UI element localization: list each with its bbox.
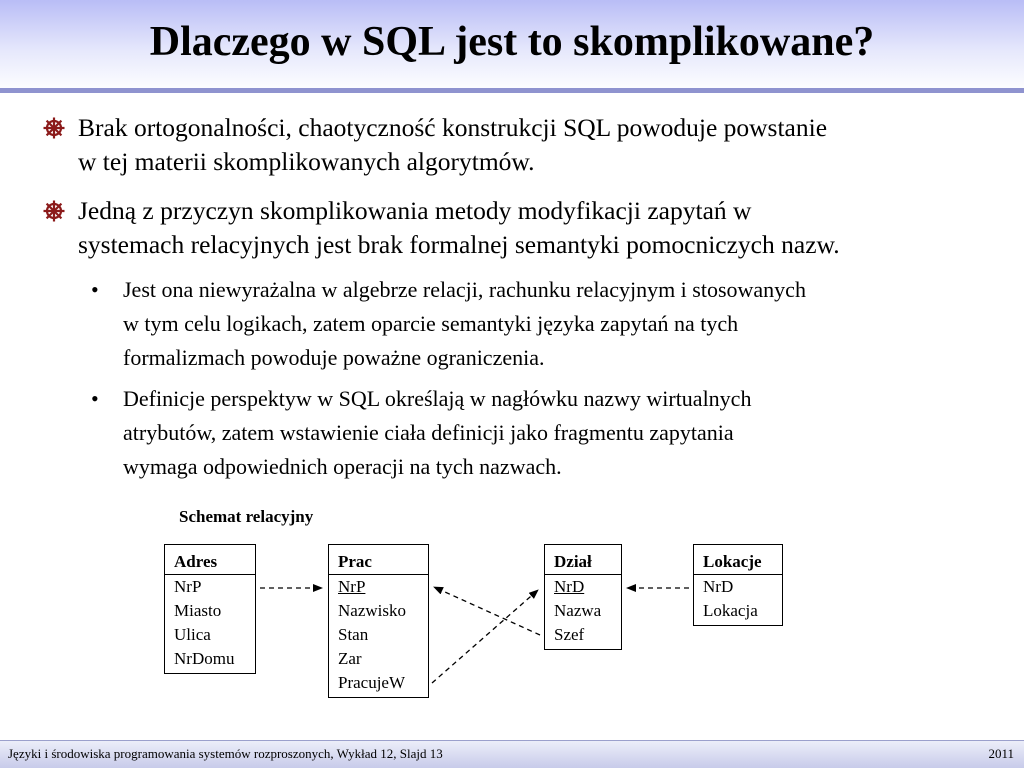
subbullet-line: wymaga odpowiednich operacji na tych nazwach. [123,454,562,479]
table-dzial [544,544,622,650]
schema-title: Schemat relacyjny [179,507,314,526]
arrow-prac-pracujew-to-dzial [432,590,538,683]
bullet-line: systemach relacyjnych jest brak formalnej semantyki pomocniczych nazw. [78,230,840,259]
wheel-bullet-icon [42,116,66,140]
table-attribute: Nazwa [554,601,602,620]
bullet-line: Jedną z przyczyn skomplikowania metody modyfikacji zapytań w [78,196,752,225]
table-attribute: NrP [174,577,202,596]
subbullet-item-1 [91,273,1018,375]
table-lokacje [693,544,783,626]
table-attribute: Szef [554,625,585,644]
footer-caption: Języki i środowiska programowania systemów rozproszonych, Wykład 12, Slajd 13 [8,746,443,761]
table-attribute-key: NrP [338,577,366,596]
bullet-line: Brak ortogonalności, chaotyczność konstrukcji SQL powoduje powstanie [78,113,828,142]
table-attributes [694,574,782,623]
subbullet-line: Jest ona niewyrażalna w algebrze relacji, rachunku relacyjnym i stosowanych [123,277,806,302]
table-name: Lokacje [703,552,762,571]
table-attribute: Lokacja [703,601,758,620]
table-attributes [545,574,621,647]
table-attribute: Zar [338,649,362,668]
title-divider [0,88,1024,93]
table-name: Dział [554,552,592,571]
table-attribute: Miasto [174,601,222,620]
table-attributes [329,574,428,695]
subbullet-line: Definicje perspektyw w SQL określają w nagłówku nazwy wirtualnych [123,386,752,411]
table-attributes [165,574,255,671]
table-name: Prac [338,552,372,571]
subbullet-line: atrybutów, zatem wstawienie ciała definicji jako fragmentu zapytania [123,420,734,445]
table-attribute: Ulica [174,625,211,644]
bullet-line: w tej materii skomplikowanych algorytmów. [78,147,535,176]
bullet-item-2 [78,194,1018,262]
table-attribute: PracujeW [338,673,406,692]
bullet-dot: • [91,386,99,411]
table-adres [164,544,256,674]
subbullet-line: formalizmach powoduje poważne ograniczenia. [123,345,545,370]
bullet-item-1 [78,111,1018,179]
table-name: Adres [174,552,218,571]
bullet-dot: • [91,277,99,302]
arrow-dzial-szef-to-prac [434,587,540,635]
table-prac [328,544,429,698]
subbullet-line: w tym celu logikach, zatem oparcie semantyki języka zapytań na tych [123,311,739,336]
slide-footer [0,740,1024,768]
table-attribute: NrDomu [174,649,235,668]
footer-year: 2011 [988,746,1014,761]
table-attribute: Nazwisko [338,601,406,620]
wheel-bullet-icon [42,199,66,223]
table-attribute: NrD [703,577,734,596]
table-attribute: Stan [338,625,369,644]
slide-title: Dlaczego w SQL jest to skomplikowane? [149,19,875,65]
subbullet-item-2 [91,382,1018,484]
table-attribute-key: NrD [554,577,585,596]
